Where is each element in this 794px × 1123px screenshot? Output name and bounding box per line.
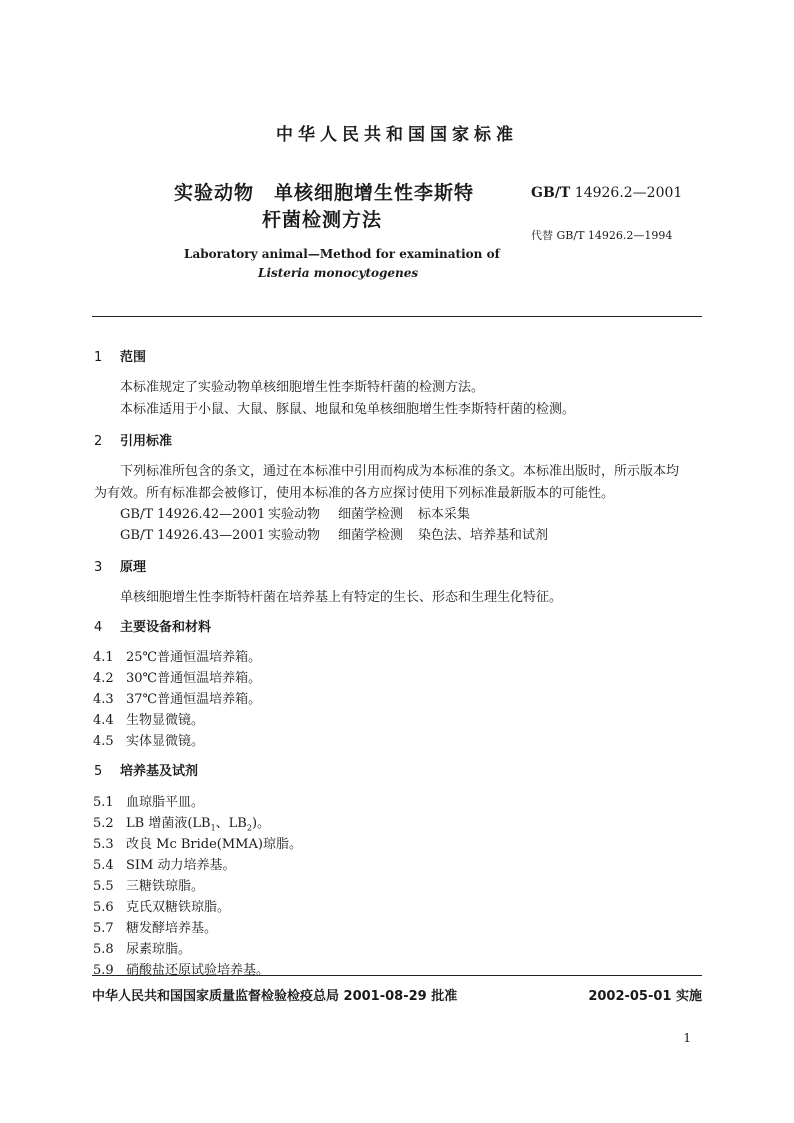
subscript-1: 1: [210, 823, 216, 833]
item-number: 4.4: [93, 713, 114, 728]
reference-part-b: 细菌学检测: [338, 528, 404, 543]
section-2-heading: [94, 430, 172, 449]
reference-row: [120, 503, 470, 522]
national-standard-heading: 中华人民共和国国家标准: [276, 125, 518, 145]
list-item: [93, 833, 302, 852]
item-number: 4.2: [93, 671, 114, 686]
item-text: 生物显微镜。: [126, 713, 205, 728]
section-2-number: 2: [94, 434, 103, 449]
reference-code: GB/T 14926.42—2001: [120, 507, 266, 522]
list-item: [93, 688, 261, 707]
item-number: 4.3: [93, 692, 114, 707]
reference-part-a: 实验动物: [268, 528, 321, 543]
section-1-para-2: 本标准适用于小鼠、大鼠、豚鼠、地鼠和兔单核细胞增生性李斯特杆菌的检测。: [120, 402, 576, 417]
item-number: 5.4: [93, 858, 114, 873]
item-text: 改良 Mc Bride(MMA)琼脂。: [126, 837, 302, 852]
item-text: 三糖铁琼脂。: [126, 879, 205, 894]
section-1-heading: [94, 346, 146, 365]
item-text: 37℃普通恒温培养箱。: [126, 692, 262, 707]
reference-part-c: 染色法、培养基和试剂: [418, 528, 549, 543]
list-item: [93, 938, 191, 957]
item-text: 30℃普通恒温培养箱。: [126, 671, 262, 686]
item-number: 4.1: [93, 650, 114, 665]
reference-part-b: 细菌学检测: [338, 507, 404, 522]
item-text: 血琼脂平皿。: [126, 795, 205, 810]
item-text: [126, 816, 270, 831]
section-1-number: 1: [94, 350, 103, 365]
list-item: [93, 791, 204, 810]
section-3-title: 原理: [120, 560, 147, 575]
item-number: 5.6: [93, 900, 114, 915]
section-4-number: 4: [94, 620, 103, 635]
item-number: 5.9: [93, 963, 114, 978]
reference-code: GB/T 14926.43—2001: [120, 528, 266, 543]
list-item: [93, 854, 236, 873]
item-number: 5.5: [93, 879, 114, 894]
replaces-standard: 代替 GB/T 14926.2—1994: [531, 229, 673, 242]
gb-prefix: GB/T: [531, 185, 571, 201]
list-item: [93, 896, 230, 915]
section-4-heading: [94, 616, 211, 635]
item-text-post: )。: [251, 816, 271, 831]
list-item: [93, 646, 261, 665]
approval-line: 中华人民共和国国家质量监督检验检疫总局 2001-08-29 批准: [92, 989, 458, 1004]
section-5-title: 培养基及试剂: [120, 764, 199, 779]
list-item: [93, 730, 204, 749]
section-3-number: 3: [94, 560, 103, 575]
reference-part-c: 标本采集: [418, 507, 471, 522]
item-number: 5.2: [93, 816, 114, 831]
subscript-2: 2: [246, 823, 252, 833]
list-item: [93, 667, 261, 686]
list-item: [93, 709, 204, 728]
item-text: 尿素琼脂。: [126, 942, 192, 957]
reference-part-a: 实验动物: [268, 507, 321, 522]
section-3-para-1: 单核细胞增生性李斯特杆菌在培养基上有特定的生长、形态和生理生化特征。: [120, 590, 563, 605]
reference-row: [120, 524, 548, 543]
list-item: [93, 917, 217, 936]
section-1-title: 范围: [120, 350, 147, 365]
footer-divider: [92, 975, 702, 976]
item-text: SIM 动力培养基。: [126, 858, 236, 873]
item-text: 糖发酵培养基。: [126, 921, 218, 936]
item-text: 25℃普通恒温培养箱。: [126, 650, 262, 665]
gb-standard-number: [531, 185, 682, 201]
title-en-line1: Laboratory animal—Method for examination of: [184, 247, 500, 261]
item-text: 克氏双糖铁琼脂。: [126, 900, 231, 915]
list-item: [93, 812, 270, 833]
section-2-title: 引用标准: [120, 434, 173, 449]
item-number: 5.3: [93, 837, 114, 852]
page-number: 1: [683, 1031, 691, 1045]
section-2-para-line1: 下列标准所包含的条文，通过在本标准中引用而构成为本标准的条文。本标准出版时，所示版本均: [120, 464, 680, 479]
item-number: 5.7: [93, 921, 114, 936]
title-zh-line2: 杆菌检测方法: [262, 209, 383, 231]
effective-date: 2002-05-01 实施: [588, 989, 702, 1004]
section-1-para-1: 本标准规定了实验动物单核细胞增生性李斯特杆菌的检测方法。: [120, 380, 485, 395]
item-text: 硝酸盐还原试验培养基。: [126, 963, 270, 978]
item-text-mid: 、LB: [215, 816, 247, 831]
header-divider: [92, 316, 702, 317]
section-5-heading: [94, 760, 198, 779]
section-4-title: 主要设备和材料: [120, 620, 212, 635]
item-number: 5.8: [93, 942, 114, 957]
section-3-heading: [94, 556, 146, 575]
list-item: [93, 875, 204, 894]
item-number: 4.5: [93, 734, 114, 749]
item-text-pre: LB 增菌液(LB: [126, 816, 211, 831]
title-en-line2: Listeria monocytogenes: [258, 266, 419, 280]
title-zh-line1: 实验动物 单核细胞增生性李斯特: [174, 182, 475, 204]
section-5-number: 5: [94, 764, 103, 779]
section-2-para-line2: 为有效。所有标准都会被修订，使用本标准的各方应探讨使用下列标准最新版本的可能性。: [94, 486, 615, 501]
item-number: 5.1: [93, 795, 114, 810]
item-text: 实体显微镜。: [126, 734, 205, 749]
gb-number: 14926.2—2001: [574, 185, 683, 201]
